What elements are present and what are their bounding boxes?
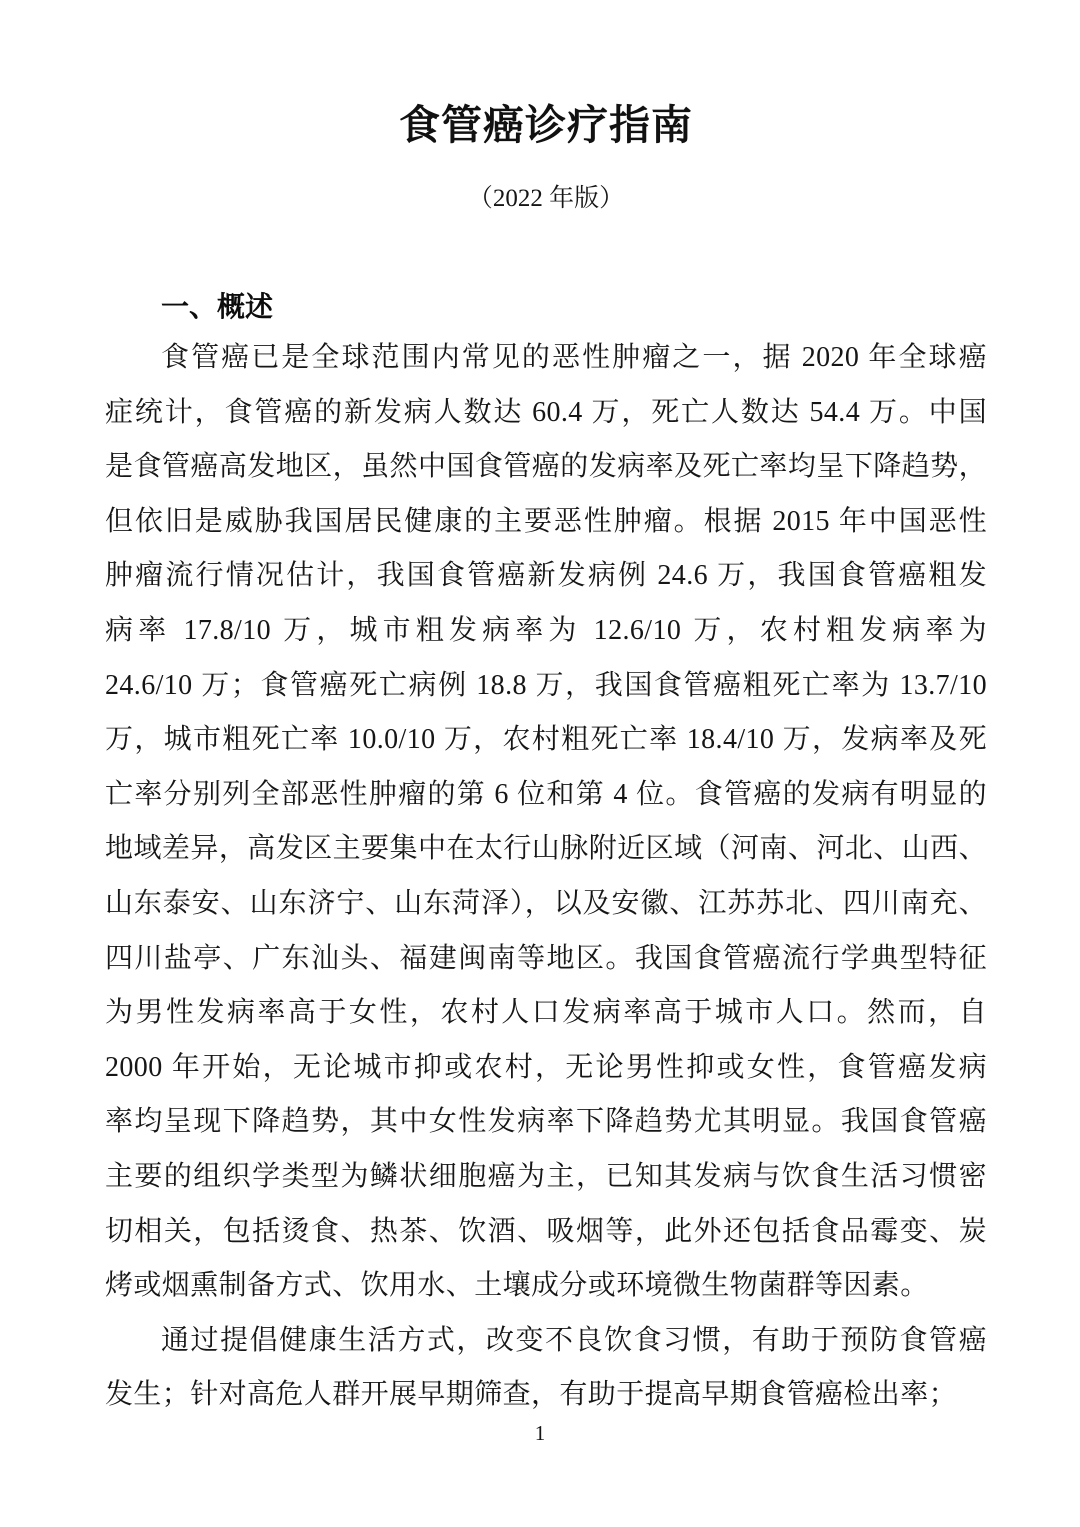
page-number: 1 — [534, 1421, 546, 1445]
text-line: 食管癌已是全球范围内常见的恶性肿瘤之一，据 2020 年全球癌 — [161, 342, 987, 373]
text-line: 24.6/10 万；食管癌死亡病例 18.8 万，我国食管癌粗死亡率为 13.7/10 — [105, 669, 987, 701]
section-heading-overview: 一、概述 — [161, 291, 274, 322]
text-line: 万，城市粗死亡率 10.0/10 万，农村粗死亡率 18.4/10 万，发病率及死 — [105, 724, 987, 756]
text-line: 肿瘤流行情况估计，我国食管癌新发病例 24.6 万，我国食管癌粗发 — [105, 560, 987, 592]
document-title: 食管癌诊疗指南 — [399, 102, 693, 148]
text-line: 烤或烟熏制备方式、饮用水、土壤成分或环境微生物菌群等因素。 — [105, 1270, 929, 1302]
document-subtitle: （2022 年版） — [467, 185, 625, 212]
text-line: 四川盐亭、广东汕头、福建闽南等地区。我国食管癌流行学典型特征 — [105, 942, 987, 974]
text-line: 率均呈现下降趋势，其中女性发病率下降趋势尤其明显。我国食管癌 — [105, 1106, 987, 1138]
text-line: 通过提倡健康生活方式，改变不良饮食习惯，有助于预防食管癌 — [161, 1324, 987, 1356]
body-text — [105, 331, 987, 1423]
text-line: 地域差异，高发区主要集中在太行山脉附近区域（河南、河北、山西、 — [105, 833, 987, 865]
text-line: 山东泰安、山东济宁、山东菏泽），以及安徽、江苏苏北、四川南充、 — [105, 887, 987, 919]
text-line: 病率 17.8/10 万，城市粗发病率为 12.6/10 万，农村粗发病率为 — [105, 614, 987, 646]
text-line: 为男性发病率高于女性，农村人口发病率高于城市人口。然而，自 — [105, 997, 987, 1029]
text-line: 症统计，食管癌的新发病人数达 60.4 万，死亡人数达 54.4 万。中国 — [105, 396, 987, 428]
text-line: 亡率分别列全部恶性肿瘤的第 6 位和第 4 位。食管癌的发病有明显的 — [105, 778, 987, 810]
text-line: 主要的组织学类型为鳞状细胞癌为主，已知其发病与饮食生活习惯密 — [105, 1160, 987, 1192]
text-line: 是食管癌高发地区，虽然中国食管癌的发病率及死亡率均呈下降趋势， — [105, 451, 987, 483]
text-line: 切相关，包括烫食、热茶、饮酒、吸烟等，此外还包括食品霉变、炭 — [105, 1215, 987, 1247]
text-line: 发生；针对高危人群开展早期筛查，有助于提高早期食管癌检出率； — [105, 1379, 958, 1411]
text-line: 但依旧是威胁我国居民健康的主要恶性肿瘤。根据 2015 年中国恶性 — [105, 505, 987, 537]
text-line: 2000 年开始，无论城市抑或农村，无论男性抑或女性，食管癌发病 — [105, 1051, 987, 1083]
